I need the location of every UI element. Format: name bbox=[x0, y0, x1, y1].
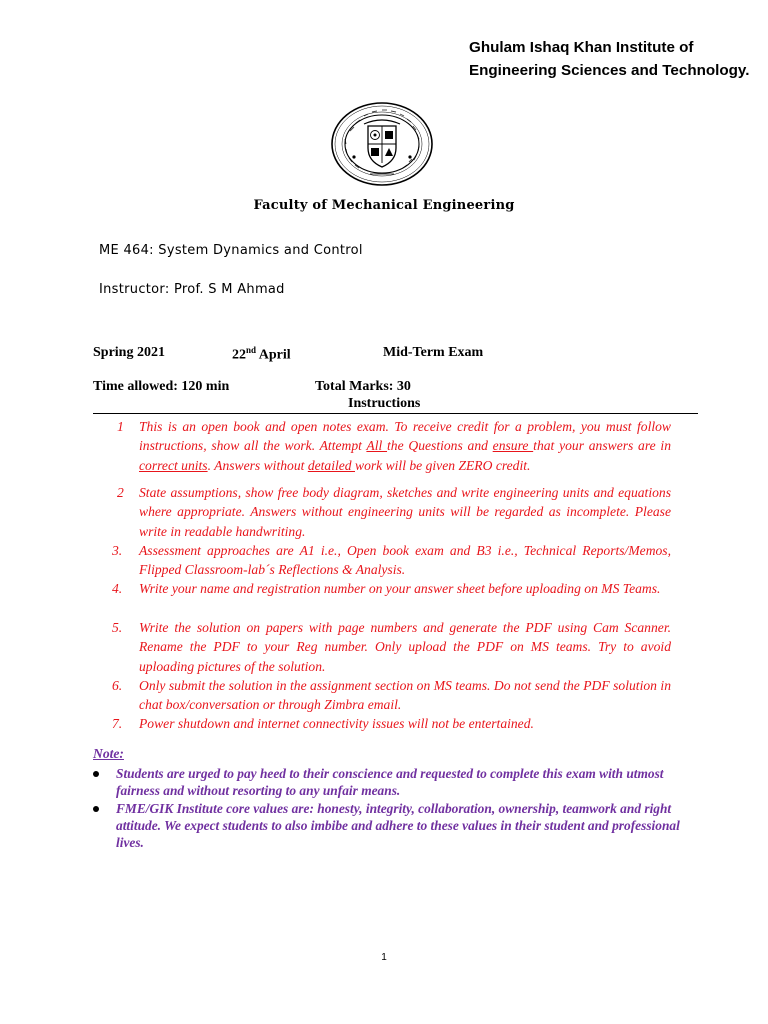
note-text: FME/GIK Institute core values are: honesty, integrity, collaboration, ownership, teamwork and right attitude. We expect students to also imbibe and adhere to these values in their student and professional lives. bbox=[116, 801, 680, 850]
exam-date-day: 22 bbox=[232, 347, 246, 363]
instruction-text: Write your name and registration number on your answer sheet before uploading on MS Teams. bbox=[139, 581, 661, 596]
institute-name-line1: Ghulam Ishaq Khan Institute of bbox=[469, 39, 694, 56]
instruction-number: 3. bbox=[112, 543, 123, 558]
exam-date-month: April bbox=[256, 347, 291, 363]
instruction-number: 4. bbox=[112, 581, 123, 596]
exam-date bbox=[232, 345, 291, 364]
instruction-text: This is an open book and open notes exam. To receive credit for a problem, you must follow instructions, show all the work. Attempt All the Questions and ensure that your answers are in correct units. Answers without detailed work will be given ZERO credit. bbox=[139, 419, 672, 473]
gik-institute-seal-icon bbox=[330, 101, 434, 187]
instruction-text: Write the solution on papers with page numbers and generate the PDF using Cam Scanner. Rename the PDF to your Reg number. Only upload the PDF on MS teams. Try to avoid uploading pictures of the solution. bbox=[139, 620, 671, 674]
note-label: Note: bbox=[93, 746, 124, 761]
instruction-text: Only submit the solution in the assignment section on MS teams. Do not send the PDF solution in chat box/conversation or through Zimbra email. bbox=[139, 678, 671, 713]
instruction-text: Power shutdown and internet connectivity issues will not be entertained. bbox=[139, 716, 534, 731]
instruction-text: Assessment approaches are A1 i.e., Open book exam and B3 i.e., Technical Reports/Memos, Flipped Classroom-lab´s Reflections & Analysis. bbox=[139, 543, 671, 578]
faculty-title: Faculty of Mechanical Engineering bbox=[253, 198, 515, 213]
course-title: ME 464: System Dynamics and Control bbox=[99, 243, 363, 258]
time-allowed: Time allowed: 120 min bbox=[93, 379, 230, 394]
bullet-icon bbox=[93, 806, 99, 812]
instruction-text: State assumptions, show free body diagram, sketches and write engineering units and equations where appropriate. Answers without engineering units will be regarded as incomplete. Please write in readable handwriting. bbox=[139, 485, 671, 539]
page-number: 1 bbox=[381, 952, 387, 963]
institute-name bbox=[469, 36, 765, 82]
instructions-heading: Instructions bbox=[348, 396, 421, 411]
bullet-icon bbox=[93, 771, 99, 777]
instruction-number: 7. bbox=[112, 716, 123, 731]
instructor-name: Instructor: Prof. S M Ahmad bbox=[99, 282, 285, 297]
note-text: Students are urged to pay heed to their conscience and requested to complete this exam with utmost fairness and without resorting to any unfair means. bbox=[116, 766, 664, 798]
instruction-number: 2 bbox=[117, 485, 124, 500]
total-marks: Total Marks: 30 bbox=[315, 379, 411, 394]
institute-name-line2: Engineering Sciences and Technology. bbox=[469, 62, 750, 79]
exam-type: Mid-Term Exam bbox=[383, 345, 484, 360]
instruction-number: 6. bbox=[112, 678, 123, 693]
instruction-number: 5. bbox=[112, 620, 123, 635]
exam-date-suffix: nd bbox=[246, 345, 257, 355]
exam-term: Spring 2021 bbox=[93, 345, 165, 360]
divider bbox=[93, 413, 698, 414]
instruction-number: 1 bbox=[117, 419, 124, 434]
